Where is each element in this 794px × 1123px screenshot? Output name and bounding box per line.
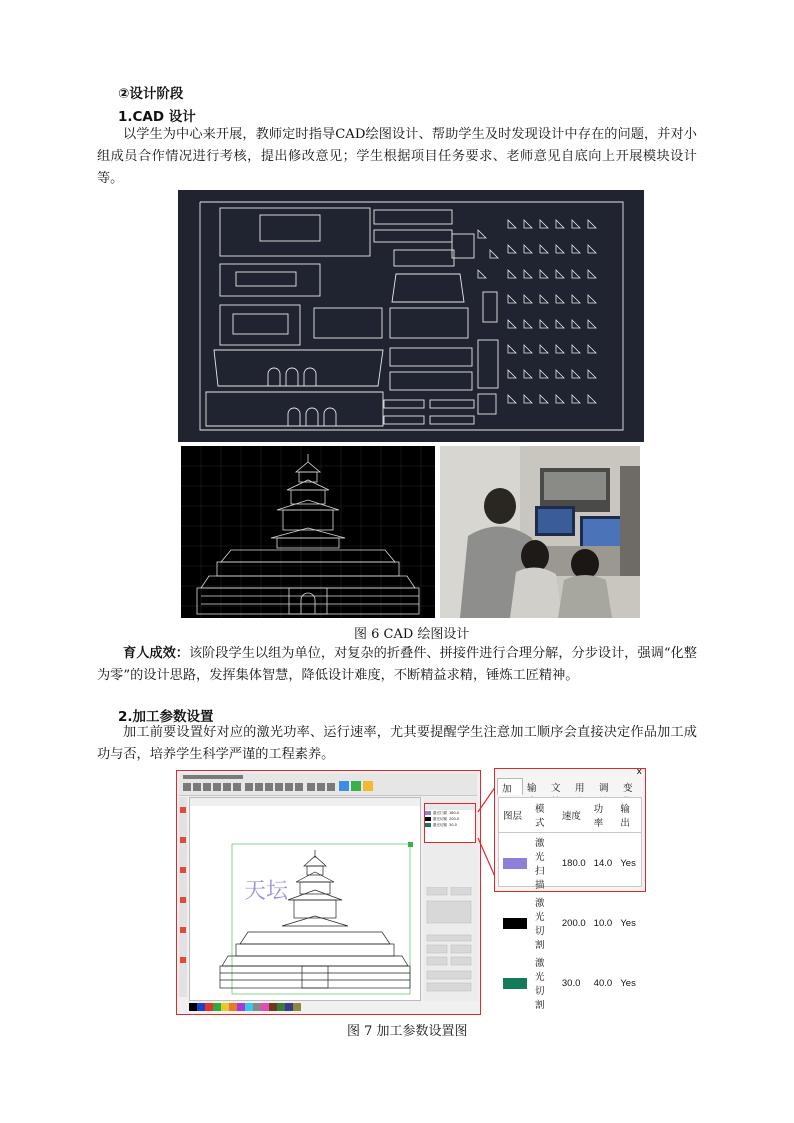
layer-color-swatch [499,833,531,894]
stage-heading: ②设计阶段 [118,86,184,102]
header-power: 功率 [590,798,617,833]
row-mode: 激光切割 [535,958,545,1011]
outcome-label: 育人成效： [123,646,189,661]
table-row[interactable] [499,833,641,894]
layer-color-swatch [499,953,531,1013]
mini-row-1: 激光扫描 180.0 [425,810,475,816]
header-speed: 速度 [558,798,590,833]
cad-temple-image [181,446,435,618]
table-row[interactable] [499,893,641,953]
software-side-panel [423,797,478,1001]
row-output: Yes [620,917,636,929]
lab-photo [440,446,640,618]
table-row[interactable] [499,953,641,1013]
figure-6-caption: 图 6 CAD 绘图设计 [354,627,470,642]
row-speed: 30.0 [561,977,581,989]
row-power: 40.0 [593,977,613,989]
panel-close-icon[interactable]: x [636,767,642,777]
outcome-paragraph: 育人成效：该阶段学生以组为单位，对复杂的折叠件、拼接件进行合理分解，分步设计，强调“化整为零”的设计思路，发挥集体智慧，降低设计难度，不断精益求精，锤炼工匠精神。 [97,646,697,683]
mini-row-3: 激光切割 30.0 [425,822,475,828]
figure-7-caption: 图 7 加工参数设置图 [347,1024,468,1039]
header-output: 输出 [616,798,641,833]
row-power: 14.0 [593,857,613,869]
layer-color-swatch [499,893,531,953]
laser-software-screenshot [176,770,481,1015]
header-layer: 图层 [499,798,531,833]
svg-text:天坛: 天坛 [244,879,289,904]
cad-paragraph: 以学生为中心来开展，教师定时指导CAD绘图设计、帮助学生及时发现设计中存在的问题，并对小组成员合作情况进行考核，提出修改意见；学生根据项目任务要求、老师意见自底向上开展模块设计等。 [97,127,697,186]
color-palette[interactable] [189,1003,309,1011]
layer-table [499,798,641,1013]
software-toolbar [179,773,477,796]
parameter-panel [494,767,646,1011]
param-paragraph: 加工前要设置好对应的激光功率、运行速率，尤其要提醒学生注意加工顺序会直接决定作品加工成功与否，培养学生科学严谨的工程素养。 [97,725,697,762]
layer-table-wrap [498,797,642,1011]
param-heading: 2.加工参数设置 [118,709,214,725]
row-power: 10.0 [593,917,613,929]
software-tool-strip [179,797,187,997]
mini-layer-table [424,803,476,843]
row-mode: 激光扫描 [535,838,545,891]
layer-table-header [499,798,641,833]
tab-output[interactable]: 输 [527,783,537,794]
row-speed: 180.0 [561,857,586,869]
header-mode: 模式 [531,798,558,833]
cad-layout-image [178,190,644,442]
tab-document[interactable]: 文 [551,783,561,794]
tab-transform[interactable]: 变 [623,783,633,794]
panel-tab-bar [497,778,643,795]
software-canvas[interactable] [189,797,421,1001]
row-speed: 200.0 [561,917,586,929]
row-mode: 激光切割 [535,898,545,951]
row-output: Yes [620,977,636,989]
cad-heading: 1.CAD 设计 [118,109,196,125]
tab-debug[interactable]: 调 [599,783,609,794]
tab-process[interactable]: 加 [497,778,523,795]
tab-user[interactable]: 用 [575,783,585,794]
mini-row-2: 激光切割 200.0 [425,816,475,822]
row-output: Yes [620,857,636,869]
